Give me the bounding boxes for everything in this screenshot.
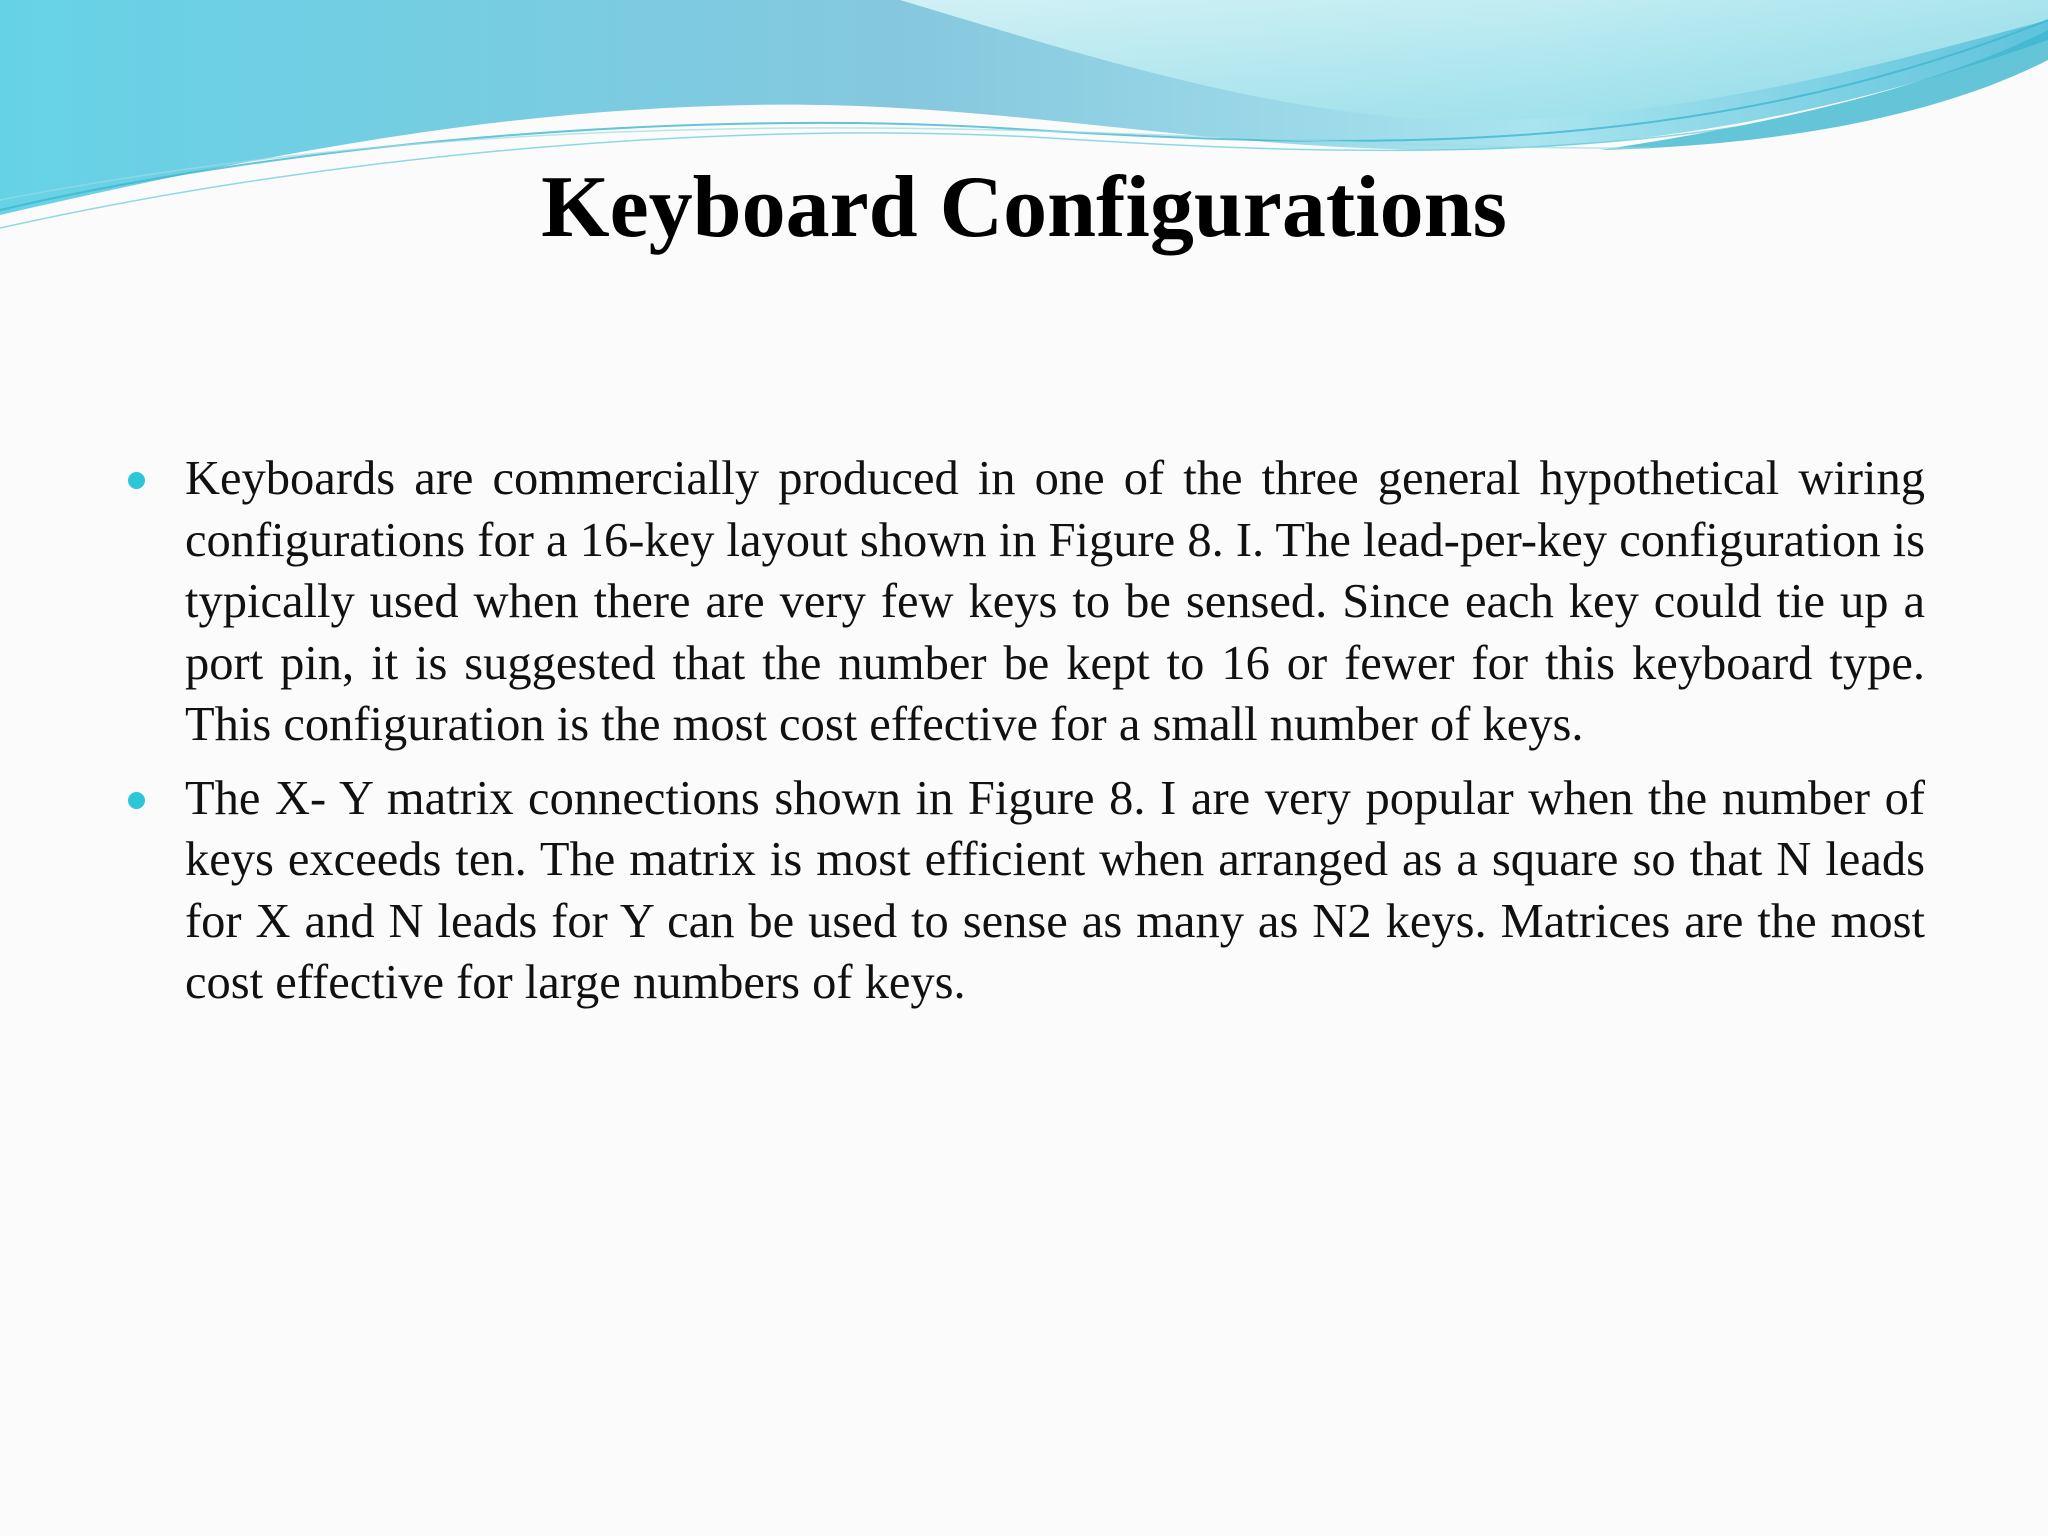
bullet-text: Keyboards are commercially produced in one of the three general hypothetical wiring configurations for a 16-key layout shown in Figure 8. I. The lead-per-key configuration is typically used when there are very few keys to be sensed. Since each key could tie up a port pin, it is suggested that the number be kept to 16 or fewer for this keyboard type. This configuration is the most cost effective for a small number of keys. [185,452,1925,751]
bullet-item [185,768,1925,1014]
bullet-dot-icon [128,472,145,489]
bullet-list [0,448,2048,1026]
bullet-dot-icon [128,792,145,809]
bullet-item [185,448,1925,756]
bullet-text: The X- Y matrix connections shown in Figure 8. I are very popular when the number of keys exceeds ten. The matrix is most efficient when arranged as a square so that N leads for X and N leads for Y can be used to sense as many as N2 keys. Matrices are the most cost effective for large numbers of keys. [185,771,1925,1009]
slide-title: Keyboard Configurations [541,159,1507,256]
